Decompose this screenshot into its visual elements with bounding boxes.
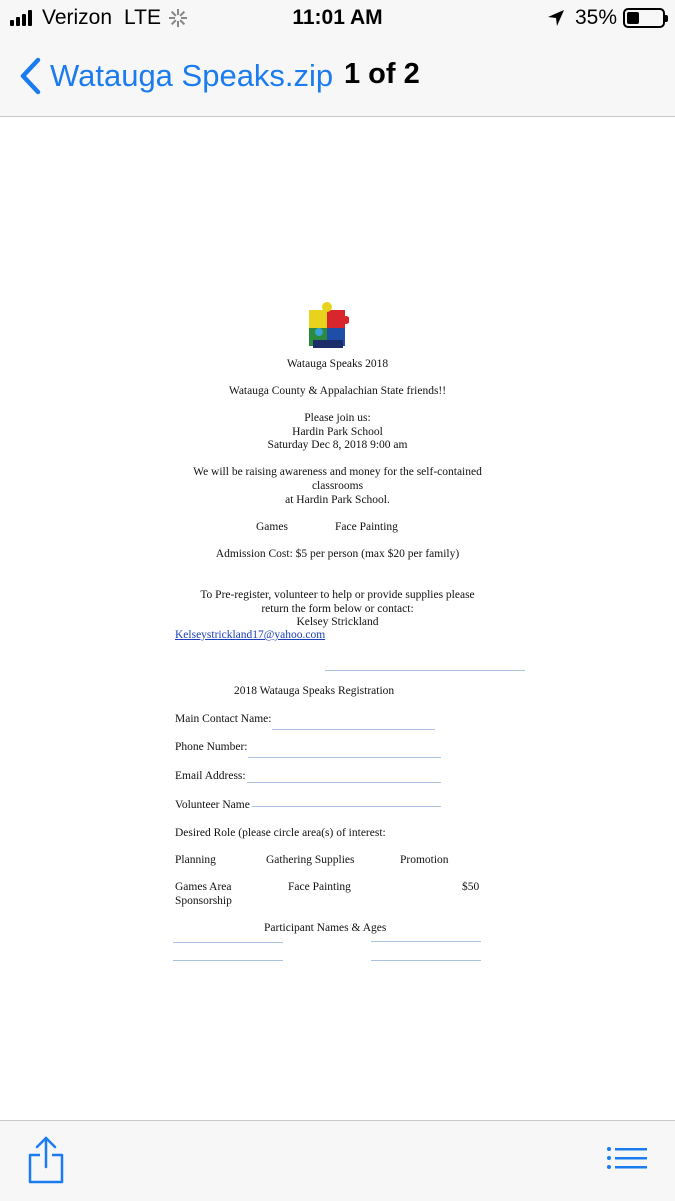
event-date: Saturday Dec 8, 2018 9:00 am	[267, 439, 408, 451]
join-text: Please join us:	[304, 412, 371, 424]
bottom-toolbar	[0, 1120, 675, 1201]
activity-games: Games	[256, 521, 288, 533]
contact-name: Kelsey Strickland	[296, 616, 379, 628]
back-button-label: Watauga Speaks.zip	[50, 58, 334, 93]
activity-face-painting: Face Painting	[335, 521, 398, 533]
separator-line	[325, 670, 525, 671]
awareness-line-3: at Hardin Park School.	[285, 494, 390, 506]
main-contact-field[interactable]	[272, 729, 435, 730]
role-games-area: Games Area	[175, 881, 232, 893]
location-arrow-icon	[547, 9, 565, 27]
role-sponsorship: Sponsorship	[175, 895, 232, 907]
admission-cost: Admission Cost: $5 per person (max $20 per family)	[215, 548, 460, 560]
carrier-name: Verizon	[42, 6, 113, 29]
greeting: Watauga County & Appalachian State friends!!	[228, 385, 447, 397]
role-promotion: Promotion	[400, 854, 449, 866]
volunteer-field[interactable]	[252, 806, 441, 807]
participant-line[interactable]	[173, 942, 283, 943]
role-face-painting: Face Painting	[288, 881, 351, 893]
status-bar	[0, 0, 675, 38]
puzzle-piece-logo	[305, 302, 349, 352]
phone-label: Phone Number:	[175, 741, 248, 753]
network-type: LTE	[124, 6, 162, 29]
document-page[interactable]	[0, 117, 675, 1119]
page-counter: 1 of 2	[344, 58, 420, 90]
preregister-line-2: return the form below or contact:	[261, 603, 414, 615]
volunteer-label: Volunteer Name	[175, 799, 250, 811]
preregister-line-1: To Pre-register, volunteer to help or provide supplies please	[200, 589, 475, 601]
list-icon[interactable]	[606, 1145, 648, 1175]
share-icon[interactable]	[26, 1135, 66, 1185]
role-fifty-dollars: $50	[462, 881, 480, 893]
participant-line[interactable]	[371, 941, 481, 942]
participant-line[interactable]	[173, 960, 283, 961]
status-time: 11:01 AM	[292, 6, 383, 29]
participant-line[interactable]	[371, 960, 481, 961]
role-planning: Planning	[175, 854, 216, 866]
awareness-line-1: We will be raising awareness and money for the self-contained	[193, 466, 482, 478]
status-right	[547, 6, 665, 30]
navigation-bar	[0, 38, 675, 117]
participants-label: Participant Names & Ages	[264, 922, 387, 934]
main-contact-label: Main Contact Name:	[175, 713, 272, 725]
contact-email-link[interactable]: Kelseystrickland17@yahoo.com	[175, 629, 326, 641]
email-label: Email Address:	[175, 770, 246, 782]
registration-heading: 2018 Watauga Speaks Registration	[234, 685, 395, 697]
email-field[interactable]	[247, 782, 441, 783]
battery-percent: 35%	[574, 6, 617, 29]
venue: Hardin Park School	[292, 426, 383, 438]
chevron-left-icon	[12, 54, 52, 98]
battery-icon	[623, 8, 665, 28]
back-button[interactable]	[12, 54, 333, 98]
desired-role-label: Desired Role (please circle area(s) of interest:	[175, 827, 386, 839]
phone-field[interactable]	[248, 757, 441, 758]
role-gathering-supplies: Gathering Supplies	[266, 854, 355, 866]
awareness-line-2: classrooms	[311, 480, 364, 492]
event-title: Watauga Speaks 2018	[286, 358, 389, 370]
